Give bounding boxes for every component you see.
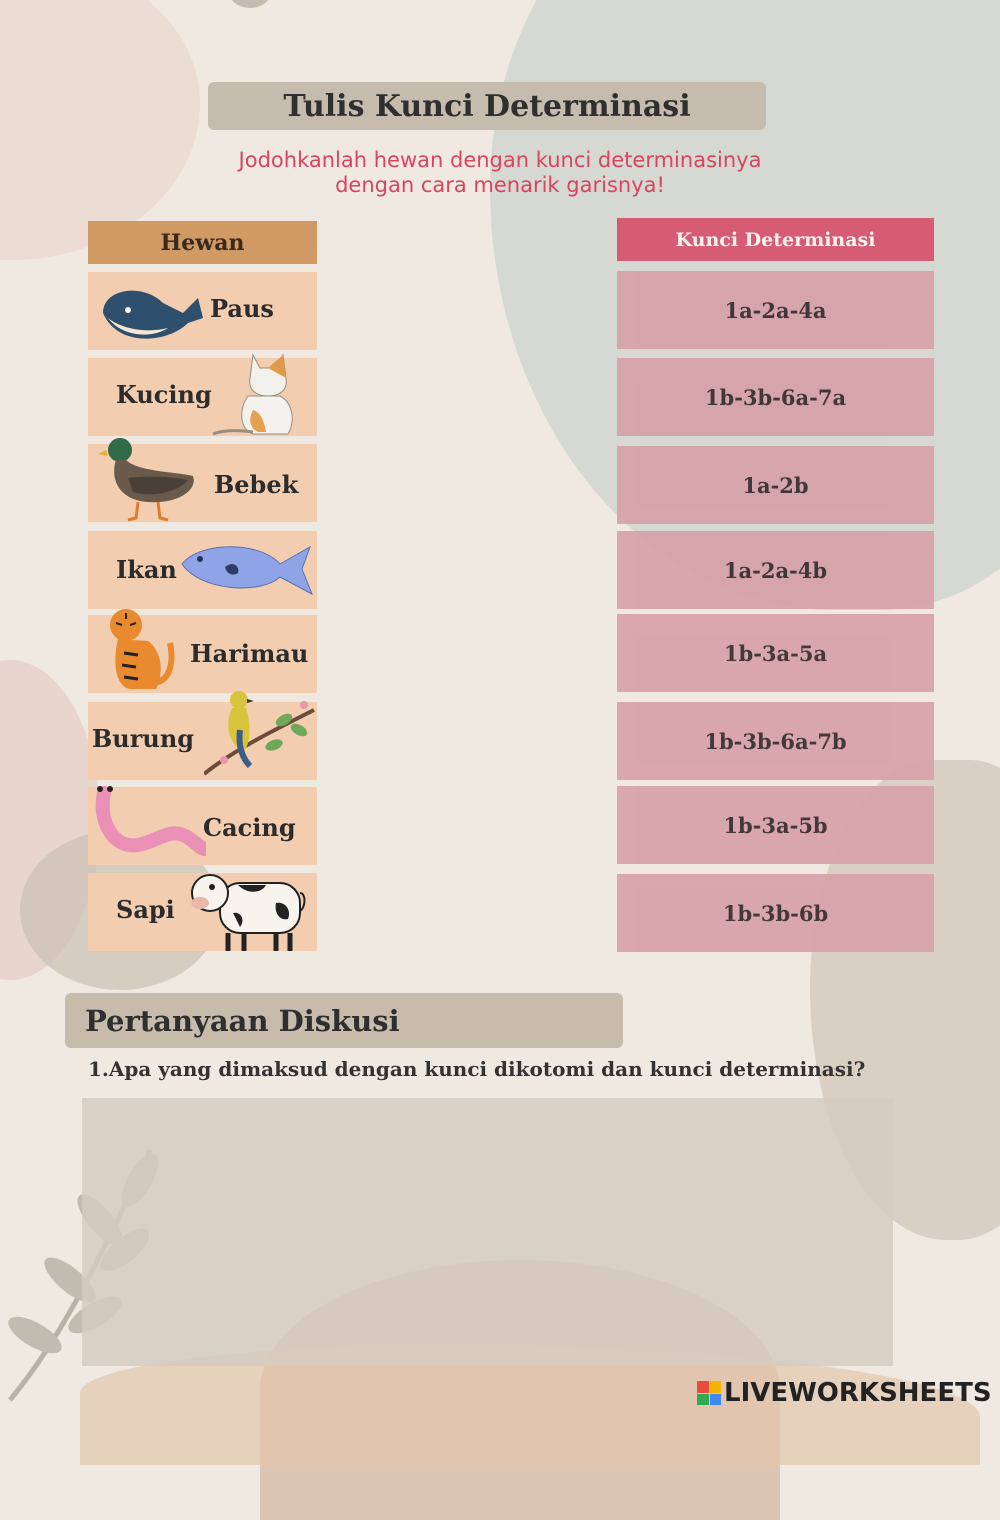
animal-card-harimau[interactable] (88, 615, 317, 693)
key-card[interactable]: 1b-3a-5b (617, 786, 934, 864)
key-card[interactable]: 1b-3b-6a-7a (617, 358, 934, 436)
fish-icon (180, 539, 315, 601)
discussion-heading: Pertanyaan Diskusi (65, 993, 623, 1048)
key-card[interactable]: 1a-2a-4b (617, 531, 934, 609)
whale-icon (98, 278, 208, 348)
background-blob (230, 0, 270, 8)
key-card[interactable]: 1a-2b (617, 446, 934, 524)
liveworksheets-logo-icon (697, 1381, 721, 1405)
liveworksheets-brand (697, 1378, 992, 1408)
animal-card-kucing[interactable] (88, 358, 317, 436)
animal-column-header: Hewan (88, 221, 317, 264)
duck-icon (98, 428, 203, 522)
discussion-question: 1.Apa yang dimaksud dengan kunci dikotomi dan kunci determinasi? (88, 1057, 866, 1081)
animal-card-sapi[interactable] (88, 873, 317, 951)
animal-name: Cacing (203, 813, 296, 842)
animal-card-ikan[interactable] (88, 531, 317, 609)
answer-input-box[interactable] (82, 1098, 893, 1366)
cow-icon (188, 863, 308, 955)
worksheet-title: Tulis Kunci Determinasi (208, 82, 766, 130)
key-card[interactable]: 1b-3b-6b (617, 874, 934, 952)
animal-name: Paus (210, 294, 274, 323)
worm-icon (88, 779, 206, 863)
instruction-line-2: dengan cara menarik garisnya! (335, 173, 665, 197)
animal-card-bebek[interactable] (88, 444, 317, 522)
instruction-text (150, 148, 850, 198)
animal-name: Harimau (190, 639, 309, 668)
brand-text: LIVEWORKSHEETS (724, 1378, 992, 1408)
animal-name: Ikan (116, 555, 177, 584)
bird-on-branch-icon (204, 690, 316, 780)
animal-name: Burung (92, 724, 195, 753)
animal-card-burung[interactable] (88, 702, 317, 780)
cat-icon (208, 350, 303, 436)
key-column-header: Kunci Determinasi (617, 218, 934, 261)
key-card[interactable]: 1b-3b-6a-7b (617, 702, 934, 780)
animal-name: Kucing (116, 380, 212, 409)
key-card[interactable]: 1b-3a-5a (617, 614, 934, 692)
animal-name: Sapi (116, 895, 175, 924)
key-card[interactable]: 1a-2a-4a (617, 271, 934, 349)
tiger-icon (104, 603, 184, 693)
animal-card-paus[interactable] (88, 272, 317, 350)
animal-name: Bebek (214, 470, 299, 499)
animal-card-cacing[interactable] (88, 787, 317, 865)
instruction-line-1: Jodohkanlah hewan dengan kunci determinasinya (238, 148, 762, 172)
